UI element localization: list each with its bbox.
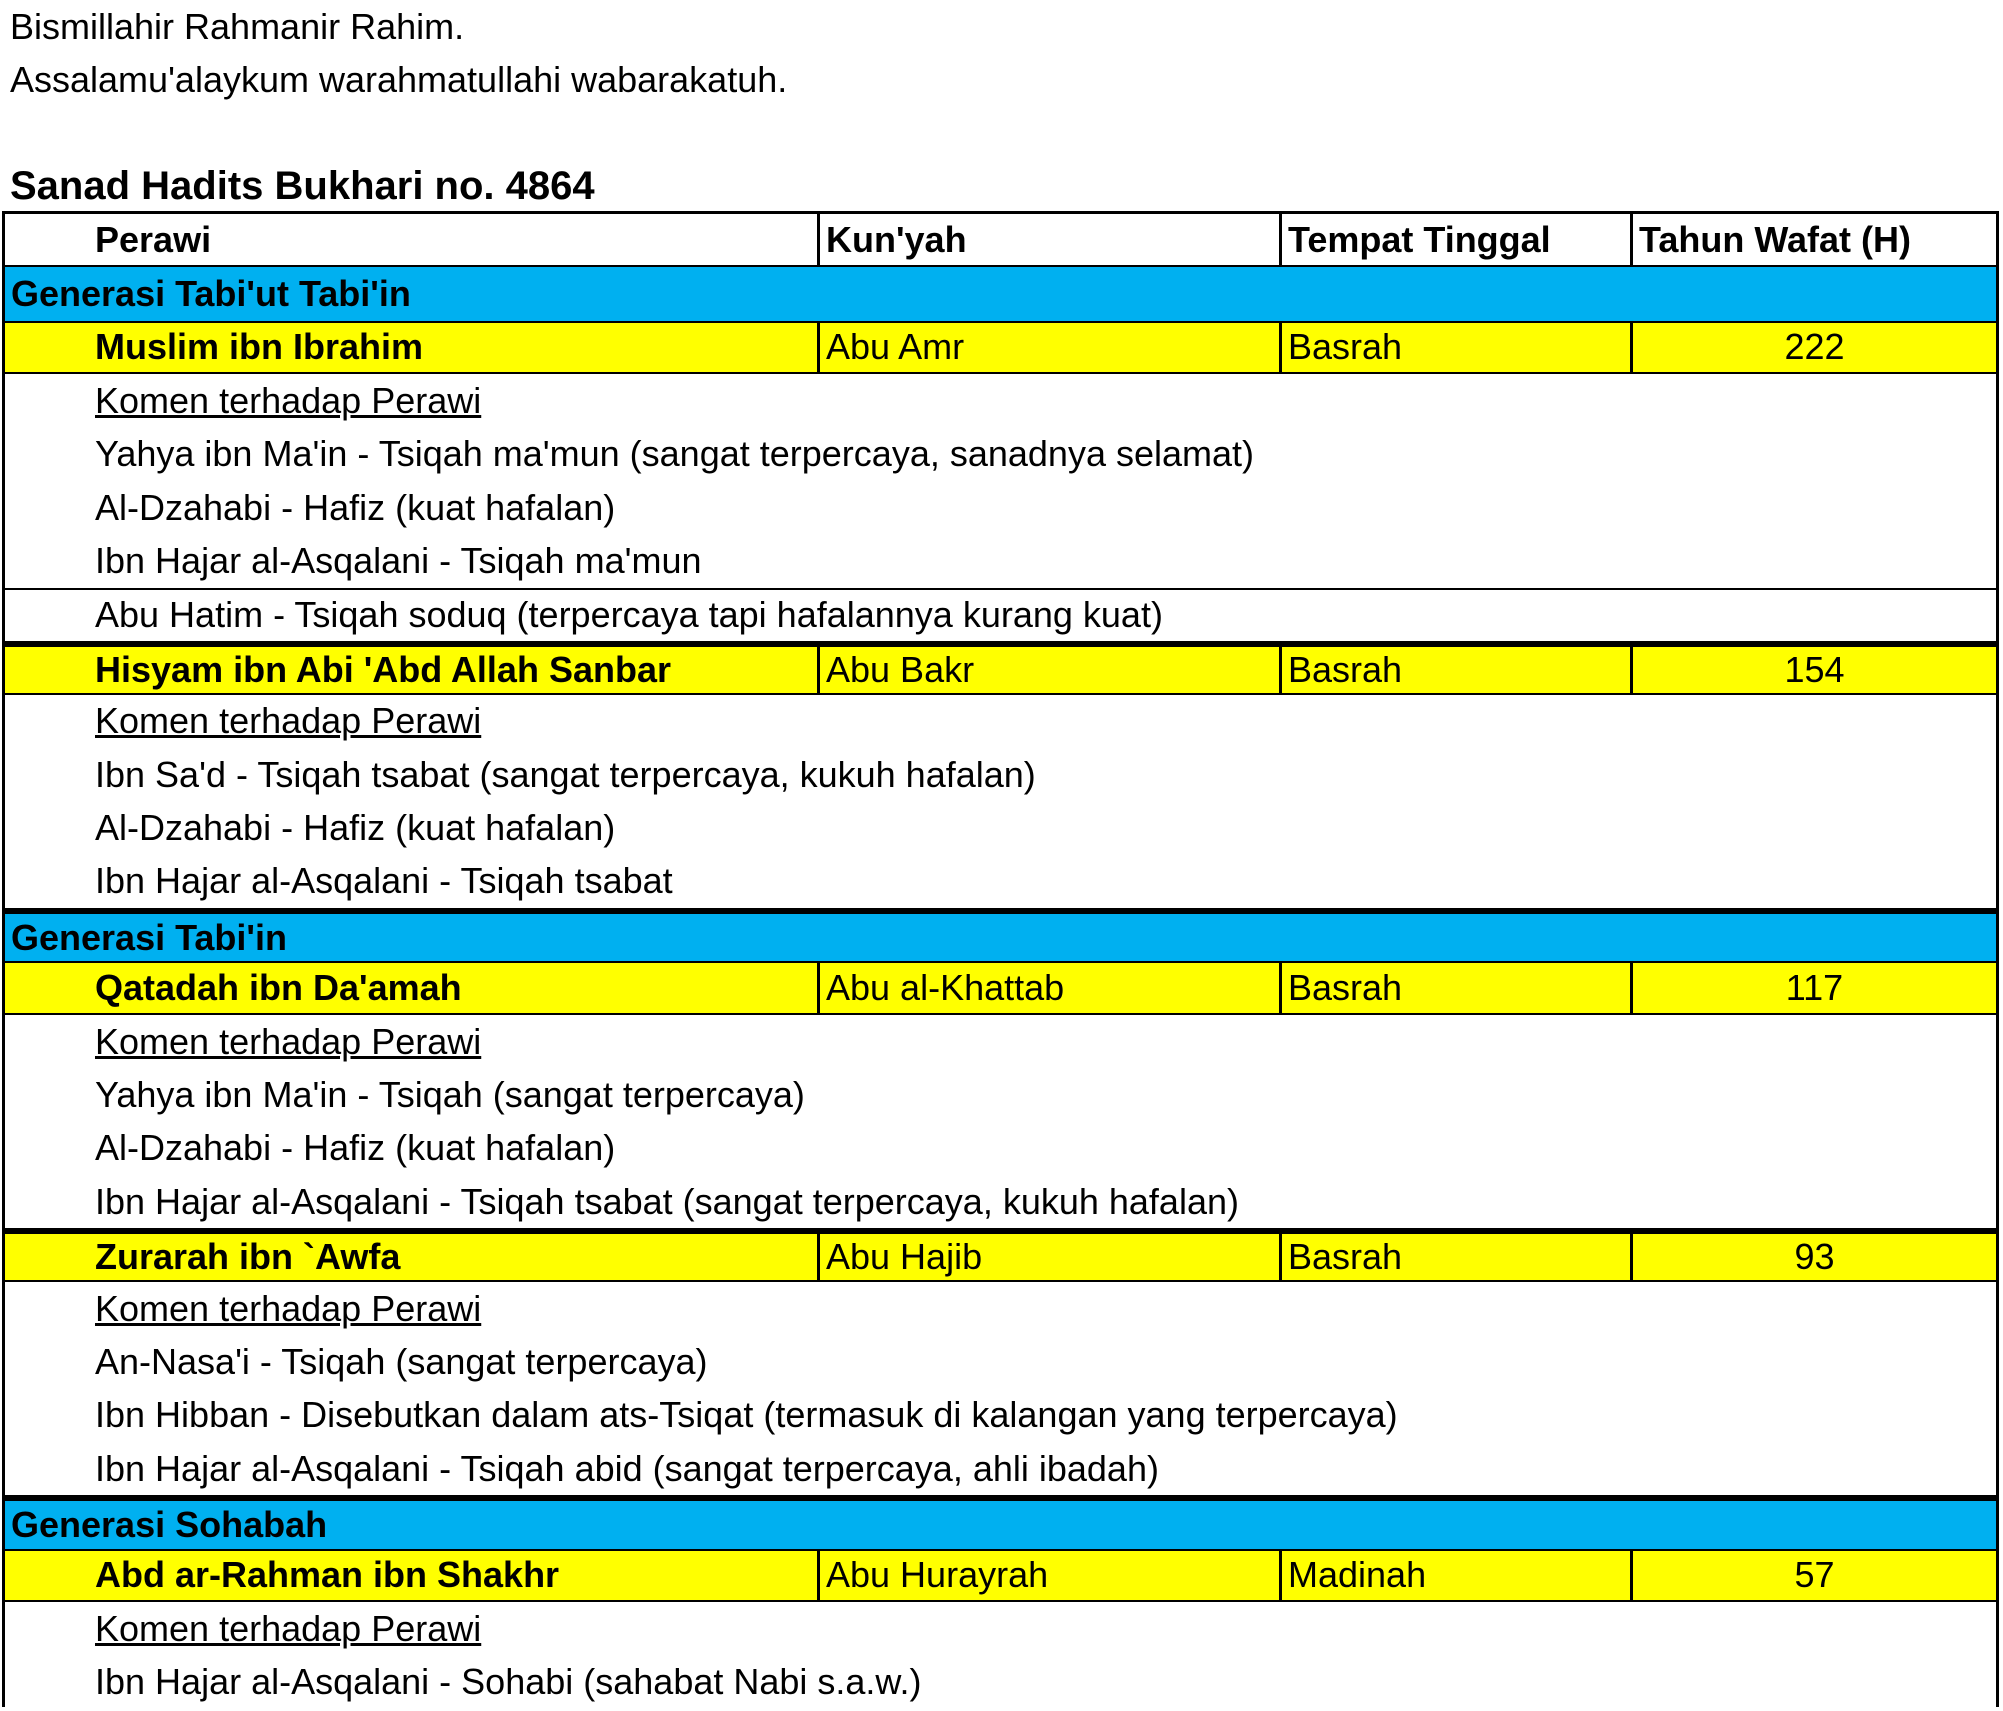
- narrator-name: Qatadah ibn Da'amah: [95, 967, 462, 1009]
- narrator-row: [5, 1228, 1996, 1281]
- comment-heading-row: [5, 1015, 1996, 1068]
- comment-text: Ibn Hajar al-Asqalani - Tsiqah abid (sangat terpercaya, ahli ibadah): [95, 1447, 1159, 1489]
- narrator-name: Abd ar-Rahman ibn Shakhr: [95, 1554, 560, 1596]
- intro-line-2: Assalamu'alaykum warahmatullahi wabarakatuh.: [10, 59, 788, 100]
- narrator-death-year: 117: [1630, 963, 1996, 1012]
- comment-row: [5, 428, 1996, 481]
- narrator-kunyah: Abu Amr: [817, 323, 1279, 372]
- sanad-table: [2, 211, 1999, 1707]
- comment-text: Abu Hatim - Tsiqah soduq (terpercaya tapi hafalannya kurang kuat): [95, 594, 1163, 636]
- comment-row: [5, 748, 1996, 801]
- narrator-row: [5, 641, 1996, 694]
- header-perawi: Perawi: [95, 218, 212, 260]
- comment-text: Ibn Hibban - Disebutkan dalam ats-Tsiqat (termasuk di kalangan yang terpercaya): [95, 1394, 1398, 1436]
- narrator-name: Hisyam ibn Abi 'Abd Allah Sanbar: [95, 648, 671, 690]
- narrator-city: Basrah: [1279, 647, 1630, 692]
- narrator-city: Madinah: [1279, 1551, 1630, 1600]
- document-title: Sanad Hadits Bukhari no. 4864: [10, 164, 595, 208]
- generation-row: [5, 1495, 1996, 1548]
- comment-heading: Komen terhadap Perawi: [95, 700, 482, 742]
- comment-text: Al-Dzahabi - Hafiz (kuat hafalan): [95, 1127, 616, 1169]
- comment-heading-row: [5, 374, 1996, 427]
- comment-row: [5, 588, 1996, 641]
- narrator-kunyah: Abu Bakr: [817, 647, 1279, 692]
- narrator-row: [5, 321, 1996, 374]
- comment-text: Ibn Sa'd - Tsiqah tsabat (sangat terpercaya, kukuh hafalan): [95, 753, 1036, 795]
- comment-row: [5, 481, 1996, 534]
- comment-heading: Komen terhadap Perawi: [95, 1020, 482, 1062]
- comment-text: Ibn Hajar al-Asqalani - Tsiqah tsabat: [95, 860, 673, 902]
- comment-row: [5, 1175, 1996, 1228]
- header-tempat-tinggal: Tempat Tinggal: [1279, 214, 1630, 265]
- comment-row: [5, 1068, 1996, 1121]
- header-kunyah: Kun'yah: [817, 214, 1279, 265]
- comment-text: An-Nasa'i - Tsiqah (sangat terpercaya): [95, 1340, 708, 1382]
- narrator-death-year: 57: [1630, 1551, 1996, 1600]
- comment-row: [5, 801, 1996, 854]
- comment-heading-row: [5, 1282, 1996, 1335]
- comment-row: [5, 855, 1996, 908]
- comment-row: [5, 1335, 1996, 1388]
- comment-text: Ibn Hajar al-Asqalani - Tsiqah ma'mun: [95, 540, 702, 582]
- narrator-name: Muslim ibn Ibrahim: [95, 326, 424, 368]
- comment-heading-row: [5, 1602, 1996, 1655]
- comment-text: Yahya ibn Ma'in - Tsiqah (sangat terpercaya): [95, 1073, 805, 1115]
- comment-text: Ibn Hajar al-Asqalani - Sohabi (sahabat Nabi s.a.w.): [95, 1661, 922, 1703]
- narrator-death-year: 93: [1630, 1234, 1996, 1279]
- narrator-row: [5, 1549, 1996, 1602]
- narrator-kunyah: Abu Hajib: [817, 1234, 1279, 1279]
- intro-line-1: Bismillahir Rahmanir Rahim.: [10, 6, 465, 47]
- generation-row: [5, 908, 1996, 961]
- narrator-death-year: 154: [1630, 647, 1996, 692]
- generation-row: [5, 267, 1996, 320]
- header-tahun-wafat: Tahun Wafat (H): [1630, 214, 1996, 265]
- comment-text: Al-Dzahabi - Hafiz (kuat hafalan): [95, 806, 616, 848]
- narrator-kunyah: Abu Hurayrah: [817, 1551, 1279, 1600]
- generation-label: Generasi Tabi'in: [11, 916, 287, 958]
- comment-row: [5, 1442, 1996, 1495]
- narrator-name: Zurarah ibn `Awfa: [95, 1236, 401, 1278]
- narrator-row: [5, 961, 1996, 1014]
- comment-text: Ibn Hajar al-Asqalani - Tsiqah tsabat (sangat terpercaya, kukuh hafalan): [95, 1180, 1239, 1222]
- generation-label: Generasi Sohabah: [11, 1504, 328, 1546]
- comment-heading: Komen terhadap Perawi: [95, 1607, 482, 1649]
- comment-text: Yahya ibn Ma'in - Tsiqah ma'mun (sangat terpercaya, sanadnya selamat): [95, 433, 1255, 475]
- narrator-kunyah: Abu al-Khattab: [817, 963, 1279, 1012]
- table-header-row: [5, 214, 1996, 267]
- narrator-death-year: 222: [1630, 323, 1996, 372]
- comment-row: [5, 534, 1996, 587]
- comment-text: Al-Dzahabi - Hafiz (kuat hafalan): [95, 486, 616, 528]
- narrator-city: Basrah: [1279, 323, 1630, 372]
- comment-row: [5, 1122, 1996, 1175]
- narrator-city: Basrah: [1279, 963, 1630, 1012]
- comment-heading: Komen terhadap Perawi: [95, 1287, 482, 1329]
- comment-heading: Komen terhadap Perawi: [95, 379, 482, 421]
- comment-row: [5, 1389, 1996, 1442]
- comment-row: [5, 1656, 1996, 1707]
- generation-label: Generasi Tabi'ut Tabi'in: [11, 273, 411, 315]
- narrator-city: Basrah: [1279, 1234, 1630, 1279]
- comment-heading-row: [5, 695, 1996, 748]
